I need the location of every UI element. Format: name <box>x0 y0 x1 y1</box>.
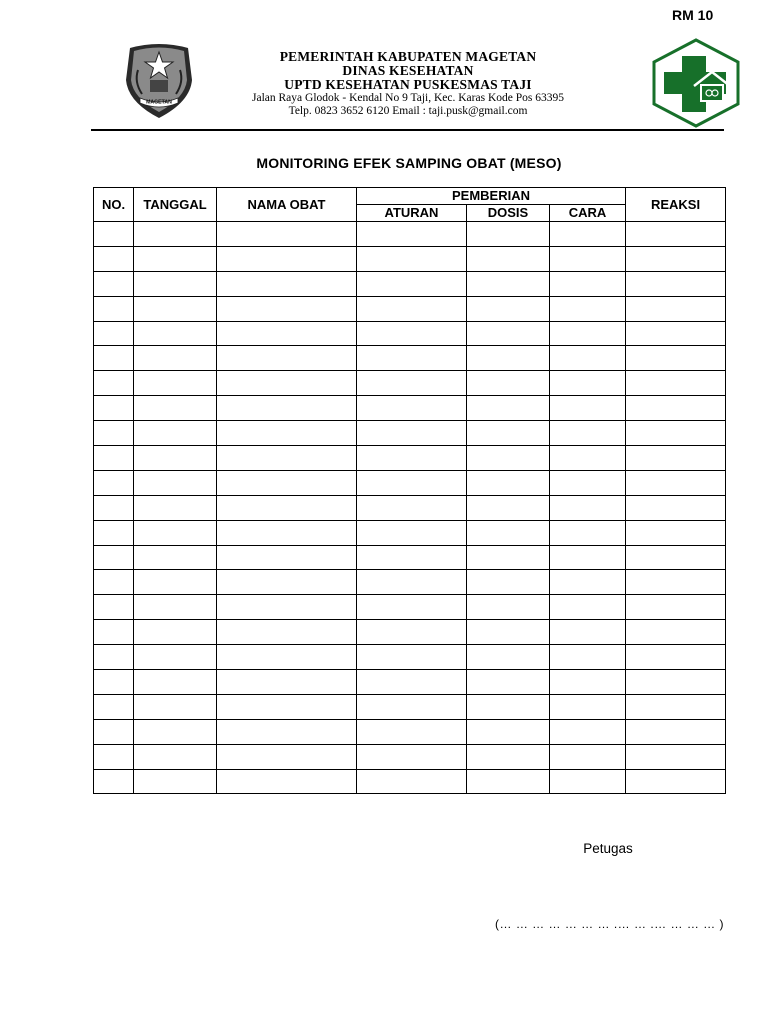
table-cell <box>357 694 467 719</box>
table-cell <box>217 570 357 595</box>
table-cell <box>467 296 550 321</box>
table-cell <box>550 495 626 520</box>
table-row <box>94 222 726 247</box>
table-cell <box>626 545 726 570</box>
table-cell <box>217 645 357 670</box>
table-cell <box>626 222 726 247</box>
table-cell <box>94 396 134 421</box>
letterhead <box>200 50 616 118</box>
table-cell <box>217 396 357 421</box>
table-cell <box>217 296 357 321</box>
letterhead-divider <box>91 129 724 131</box>
table-cell <box>94 545 134 570</box>
table-cell <box>550 744 626 769</box>
table-cell <box>467 246 550 271</box>
table-row <box>94 371 726 396</box>
table-row <box>94 694 726 719</box>
table-cell <box>134 769 217 794</box>
table-cell <box>217 421 357 446</box>
table-cell <box>467 719 550 744</box>
table-row <box>94 296 726 321</box>
table-cell <box>357 446 467 471</box>
table-cell <box>134 396 217 421</box>
table-cell <box>217 222 357 247</box>
table-cell <box>357 595 467 620</box>
table-cell <box>94 321 134 346</box>
table-row <box>94 645 726 670</box>
table-cell <box>467 346 550 371</box>
table-row <box>94 595 726 620</box>
table-cell <box>94 296 134 321</box>
emblem-text: MAGETAN <box>146 99 172 106</box>
table-cell <box>94 744 134 769</box>
table-cell <box>467 495 550 520</box>
table-cell <box>357 470 467 495</box>
table-cell <box>94 719 134 744</box>
table-cell <box>134 371 217 396</box>
form-title: MONITORING EFEK SAMPING OBAT (MESO) <box>256 155 562 171</box>
table-cell <box>357 246 467 271</box>
col-header-reaksi: REAKSI <box>626 188 726 222</box>
table-cell <box>357 371 467 396</box>
table-cell <box>626 396 726 421</box>
table-cell <box>467 396 550 421</box>
table-cell <box>94 446 134 471</box>
col-header-pemberian: PEMBERIAN <box>357 188 626 205</box>
table-cell <box>217 346 357 371</box>
table-cell <box>134 296 217 321</box>
table-cell <box>217 246 357 271</box>
table-cell <box>626 520 726 545</box>
table-row <box>94 545 726 570</box>
table-cell <box>94 694 134 719</box>
table-row <box>94 271 726 296</box>
table-cell <box>467 595 550 620</box>
table-row <box>94 246 726 271</box>
table-cell <box>550 470 626 495</box>
table-row <box>94 446 726 471</box>
table-cell <box>134 570 217 595</box>
table-cell <box>217 495 357 520</box>
table-row <box>94 670 726 695</box>
table-cell <box>357 620 467 645</box>
table-row <box>94 744 726 769</box>
table-cell <box>134 595 217 620</box>
table-cell <box>134 222 217 247</box>
table-cell <box>357 769 467 794</box>
table-cell <box>626 670 726 695</box>
table-cell <box>550 346 626 371</box>
table-row <box>94 470 726 495</box>
table-cell <box>94 371 134 396</box>
table-cell <box>357 645 467 670</box>
table-cell <box>357 570 467 595</box>
table-cell <box>550 296 626 321</box>
document-code: RM 10 <box>672 7 714 23</box>
table-cell <box>134 645 217 670</box>
table-cell <box>467 645 550 670</box>
table-cell <box>626 595 726 620</box>
table-cell <box>550 769 626 794</box>
table-cell <box>94 271 134 296</box>
table-cell <box>467 520 550 545</box>
table-row <box>94 396 726 421</box>
table-row <box>94 346 726 371</box>
table-cell <box>217 744 357 769</box>
signature-line: (… … … … … … … .… … .… … … … ) <box>494 917 724 931</box>
table-cell <box>550 520 626 545</box>
table-cell <box>217 545 357 570</box>
signature-label: Petugas <box>583 841 633 856</box>
meso-table-body <box>94 222 726 794</box>
table-cell <box>134 495 217 520</box>
col-header-dosis: DOSIS <box>467 205 550 222</box>
puskesmas-logo-icon <box>650 38 742 128</box>
table-row <box>94 421 726 446</box>
table-cell <box>94 246 134 271</box>
table-cell <box>550 446 626 471</box>
table-cell <box>217 520 357 545</box>
meso-table <box>93 187 726 794</box>
table-cell <box>357 495 467 520</box>
table-cell <box>467 769 550 794</box>
table-cell <box>217 719 357 744</box>
col-header-cara: CARA <box>550 205 626 222</box>
table-cell <box>357 744 467 769</box>
table-row <box>94 520 726 545</box>
table-cell <box>357 321 467 346</box>
letterhead-contact: Telp. 0823 3652 6120 Email : taji.pusk@gmail.com <box>288 105 528 117</box>
table-cell <box>550 694 626 719</box>
table-cell <box>467 271 550 296</box>
table-cell <box>217 470 357 495</box>
table-cell <box>94 645 134 670</box>
table-cell <box>626 446 726 471</box>
table-cell <box>467 321 550 346</box>
table-cell <box>134 271 217 296</box>
magetan-emblem-icon <box>120 40 198 120</box>
table-cell <box>217 769 357 794</box>
col-header-no: NO. <box>94 188 134 222</box>
letterhead-government: PEMERINTAH KABUPATEN MAGETAN <box>279 49 537 64</box>
table-cell <box>357 271 467 296</box>
table-cell <box>550 396 626 421</box>
table-cell <box>357 520 467 545</box>
table-cell <box>467 470 550 495</box>
table-cell <box>217 371 357 396</box>
table-cell <box>467 670 550 695</box>
letterhead-department: DINAS KESEHATAN <box>342 63 474 78</box>
table-cell <box>94 595 134 620</box>
table-cell <box>134 670 217 695</box>
table-cell <box>467 545 550 570</box>
table-cell <box>134 470 217 495</box>
table-cell <box>550 371 626 396</box>
col-header-aturan: ATURAN <box>357 205 467 222</box>
table-cell <box>357 719 467 744</box>
table-cell <box>550 570 626 595</box>
table-cell <box>550 719 626 744</box>
table-cell <box>550 595 626 620</box>
table-row <box>94 719 726 744</box>
table-cell <box>467 570 550 595</box>
table-cell <box>550 670 626 695</box>
table-cell <box>357 222 467 247</box>
table-cell <box>94 470 134 495</box>
table-cell <box>626 470 726 495</box>
table-row <box>94 495 726 520</box>
table-cell <box>550 421 626 446</box>
table-cell <box>626 495 726 520</box>
table-cell <box>94 570 134 595</box>
table-cell <box>467 694 550 719</box>
table-row <box>94 570 726 595</box>
table-cell <box>94 222 134 247</box>
table-cell <box>134 520 217 545</box>
table-cell <box>550 246 626 271</box>
table-cell <box>626 694 726 719</box>
table-cell <box>217 321 357 346</box>
table-cell <box>626 769 726 794</box>
table-cell <box>626 645 726 670</box>
col-header-nama-obat: NAMA OBAT <box>217 188 357 222</box>
table-cell <box>626 744 726 769</box>
table-cell <box>94 495 134 520</box>
table-cell <box>357 545 467 570</box>
table-cell <box>94 620 134 645</box>
table-cell <box>626 296 726 321</box>
table-cell <box>626 346 726 371</box>
table-cell <box>357 396 467 421</box>
table-cell <box>94 769 134 794</box>
letterhead-unit: UPTD KESEHATAN PUSKESMAS TAJI <box>284 77 532 92</box>
table-cell <box>467 222 550 247</box>
table-cell <box>550 271 626 296</box>
table-cell <box>134 545 217 570</box>
table-cell <box>94 520 134 545</box>
table-cell <box>626 620 726 645</box>
table-row <box>94 769 726 794</box>
table-cell <box>626 271 726 296</box>
table-cell <box>134 346 217 371</box>
table-cell <box>94 346 134 371</box>
table-cell <box>357 421 467 446</box>
table-cell <box>550 620 626 645</box>
table-cell <box>217 670 357 695</box>
table-cell <box>626 719 726 744</box>
table-cell <box>134 620 217 645</box>
table-cell <box>467 446 550 471</box>
table-cell <box>550 645 626 670</box>
table-cell <box>94 421 134 446</box>
table-cell <box>357 296 467 321</box>
table-row <box>94 321 726 346</box>
table-cell <box>94 670 134 695</box>
table-cell <box>626 371 726 396</box>
table-cell <box>217 595 357 620</box>
letterhead-address: Jalan Raya Glodok - Kendal No 9 Taji, Kec. Karas Kode Pos 63395 <box>252 92 564 104</box>
table-cell <box>550 222 626 247</box>
table-cell <box>134 719 217 744</box>
table-cell <box>134 321 217 346</box>
table-cell <box>626 246 726 271</box>
table-cell <box>134 446 217 471</box>
table-cell <box>134 421 217 446</box>
table-cell <box>134 744 217 769</box>
table-cell <box>217 620 357 645</box>
table-cell <box>217 446 357 471</box>
table-row <box>94 620 726 645</box>
table-cell <box>626 421 726 446</box>
table-cell <box>217 271 357 296</box>
table-cell <box>550 321 626 346</box>
table-cell <box>357 670 467 695</box>
table-cell <box>467 744 550 769</box>
table-cell <box>217 694 357 719</box>
table-cell <box>134 694 217 719</box>
table-cell <box>467 421 550 446</box>
table-cell <box>550 545 626 570</box>
col-header-tanggal: TANGGAL <box>134 188 217 222</box>
table-cell <box>467 371 550 396</box>
table-cell <box>467 620 550 645</box>
table-cell <box>357 346 467 371</box>
table-cell <box>626 570 726 595</box>
table-cell <box>134 246 217 271</box>
table-cell <box>626 321 726 346</box>
